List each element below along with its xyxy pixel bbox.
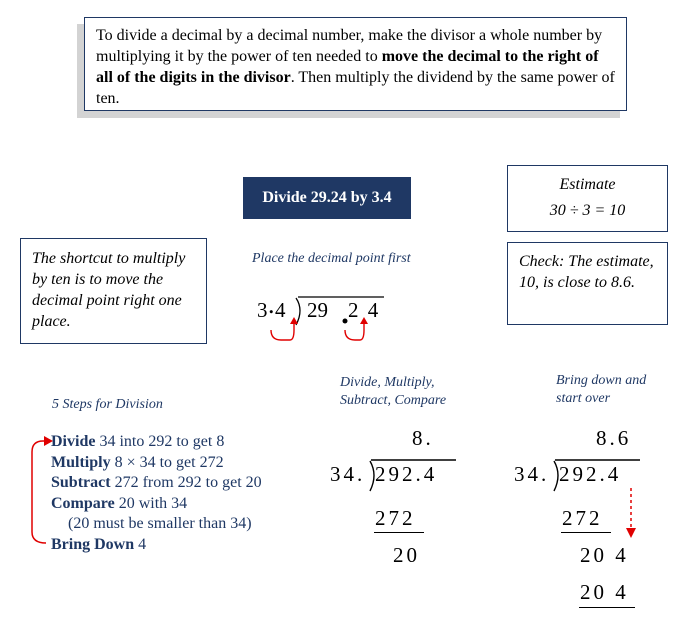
steps-cycle-arrow [26,432,54,550]
place-decimal-example [254,292,394,344]
step-verb: Subtract [51,474,111,491]
steps-list [51,432,311,555]
place-decimal-caption: Place the decimal point first [252,251,411,266]
divisor-arrowhead [290,317,298,324]
intro-text [96,25,616,109]
bring-divisor: 34. [514,462,550,486]
dmsc-divisor: 34. [330,462,366,486]
step-detail: 272 from 292 to get 20 [110,474,262,491]
intro-text-part-1: To divide a decimal by a decimal number, make the divisor a whole number by multiplying it by the power of ten needed to [96,27,603,65]
estimate-expression: 30 ÷ 3 = 10 [549,202,626,219]
steps-caption: 5 Steps for Division [52,397,163,412]
estimate-box [507,165,668,232]
step-multiply [51,453,311,474]
division-bracket [554,461,558,491]
bring-remainder: 20 4 [580,543,629,567]
step-detail: 4 [134,535,147,553]
step-detail: (20 must be smaller than 34) [68,515,252,532]
step-detail: 20 with 34 [114,494,188,512]
place-dividend-frac: 2 4 [348,298,381,322]
step-detail: 8 × 34 to get 272 [110,453,224,471]
shortcut-text: The shortcut to multiply by ten is to move the decimal point right one place. [32,250,186,330]
bring-product: 272 [562,506,603,530]
place-divisor-frac: 4 [275,298,286,322]
dmsc-caption: Divide, Multiply, Subtract, Compare [340,375,447,408]
dmsc-remainder: 20 [393,543,420,567]
bring-down-arrowhead [626,528,636,538]
intro-box [84,17,627,111]
bring-caption: Bring down and start over [556,373,647,406]
dmsc-product: 272 [375,506,416,530]
bring-quotient: 8.6 [596,426,632,450]
shortcut-box [20,238,207,344]
intro-text-bold: move the decimal to the right of all of the digits in the divisor [96,48,599,86]
step-verb: Divide [51,433,96,450]
bring-next-line [579,607,635,608]
step-verb: Bring Down [51,535,135,553]
bring-down-arrow [624,486,638,542]
cycle-arrow-path [32,441,47,543]
dmsc-subtract-line [374,532,424,533]
step-compare [51,494,311,515]
division-bracket [296,298,300,325]
step-subtract [51,473,311,494]
step-detail: 34 into 292 to get 8 [95,433,225,450]
check-box [507,242,668,325]
dmsc-dividend: 292.4 [375,462,438,486]
dmsc-quotient: 8. [412,426,434,450]
check-text: Check: The estimate, 10, is close to 8.6. [519,253,654,291]
step-divide [51,432,311,453]
place-dividend-int: 29 [307,298,328,322]
problem-title: Divide 29.24 by 3.4 [243,177,411,219]
dividend-decimal-dot [343,319,348,324]
division-bracket [370,461,374,491]
divisor-decimal-dot: . [268,290,275,319]
step-compare-note [51,514,311,535]
bring-next: 20 4 [580,580,629,604]
bring-dividend: 292.4 [559,462,622,486]
step-verb: Compare [51,494,115,512]
estimate-label: Estimate [559,176,616,193]
step-bring-down [51,535,311,556]
place-divisor-int: 3 [257,298,268,322]
intro-text-part-2: . Then multiply the dividend by the same power of ten. [96,69,615,107]
step-verb: Multiply [51,453,111,471]
bring-subtract-line [561,532,611,533]
